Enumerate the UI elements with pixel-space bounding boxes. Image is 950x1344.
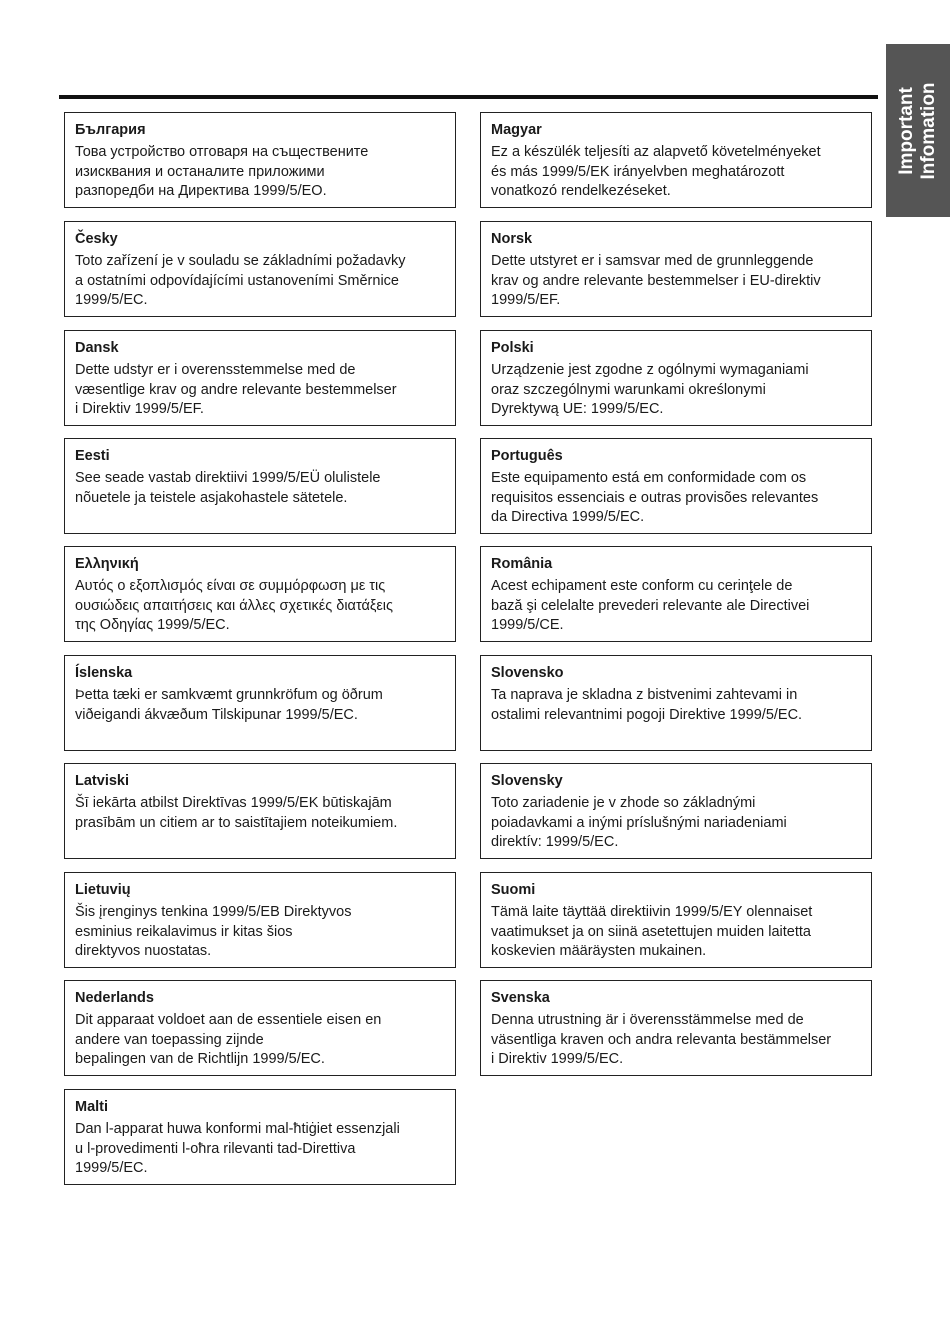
declaration-box-slovak — [480, 763, 872, 859]
language-heading: Nederlands — [75, 990, 154, 1006]
declaration-box-latvian — [64, 763, 456, 859]
language-heading: Latviski — [75, 773, 129, 789]
language-heading: Eesti — [75, 448, 110, 464]
declaration-box-romanian — [480, 546, 872, 642]
declaration-text: Ez a készülék teljesíti az alapvető követelményeket és más 1999/5/EK irányelvben meghatározott vonatkozó rendelkezéseket. — [491, 144, 821, 199]
language-heading: Malti — [75, 1099, 109, 1115]
language-heading: Česky — [75, 231, 118, 247]
section-tab-line-1: Important — [896, 86, 917, 175]
declaration-box-slovenian — [480, 655, 872, 751]
language-heading: Ελληνική — [75, 556, 139, 572]
declaration-text: Dette utstyret er i samsvar med de grunnleggende krav og andre relevante bestemmelser i EU-direktiv 1999/5/EF. — [491, 253, 821, 308]
language-heading: България — [75, 122, 146, 138]
language-heading: Svenska — [491, 990, 550, 1006]
declaration-box-czech — [64, 221, 456, 317]
declaration-text: See seade vastab direktiivi 1999/5/EÜ olulistele nõuetele ja teistele asjakohastele sätetele. — [75, 470, 381, 506]
language-heading: Magyar — [491, 122, 542, 138]
declaration-text: Dit apparaat voldoet aan de essentiele eisen en andere van toepassing zijnde bepalingen van de Richtlijn 1999/5/EC. — [75, 1012, 382, 1067]
language-heading: Lietuvių — [75, 882, 131, 898]
declaration-box-danish — [64, 330, 456, 426]
header-rule — [59, 95, 878, 99]
language-heading: Slovensky — [491, 773, 563, 789]
language-heading: Suomi — [491, 882, 536, 898]
declaration-text: Toto zariadenie je v zhode so základnými poiadavkami a inými príslušnými nariadeniami direktív: 1999/5/EC. — [491, 795, 787, 850]
declaration-box-greek — [64, 546, 456, 642]
declaration-text: Αυτός ο εξοπλισμός είναι σε συμμόρφωση με τις ουσιώδεις απαιτήσεις και άλλες σχετικές διατάξεις της Οδηγίας 1999/5/EC. — [75, 578, 394, 633]
declaration-text: Ta naprava je skladna z bistvenimi zahtevami in ostalimi relevantnimi pogoji Direktive 1999/5/EC. — [491, 687, 803, 723]
language-heading: Norsk — [491, 231, 533, 247]
declaration-text: Þetta tæki er samkvæmt grunnkröfum og öðrum viðeigandi ákvæðum Tilskipunar 1999/5/EC. — [75, 687, 383, 723]
language-heading: Polski — [491, 340, 534, 356]
declaration-box-norwegian — [480, 221, 872, 317]
declaration-box-dutch — [64, 980, 456, 1076]
declaration-box-swedish — [480, 980, 872, 1076]
declaration-text: Denna utrustning är i överensstämmelse med de väsentliga kraven och andra relevanta bestämmelser i Direktiv 1999/5/EC. — [491, 1012, 832, 1067]
declaration-box-maltese — [64, 1089, 456, 1185]
language-heading: Slovensko — [491, 665, 564, 681]
section-tab — [886, 44, 950, 217]
declaration-box-icelandic — [64, 655, 456, 751]
declaration-text: Това устройство отговаря на съществените изисквания и останалите приложими разпоредби на Директива 1999/5/EO. — [75, 144, 369, 199]
section-tab-line-2: Infomation — [918, 81, 939, 180]
declaration-text: Este equipamento está em conformidade com os requisitos essenciais e outras provisões relevantes da Directiva 1999/5/EC. — [491, 470, 819, 525]
language-heading: Português — [491, 448, 563, 464]
declaration-box-bulgarian — [64, 112, 456, 208]
declaration-text: Urządzenie jest zgodne z ogólnymi wymaganiami oraz szczególnymi warunkami określonymi Dyrektywą UE: 1999/5/EC. — [491, 362, 809, 417]
declaration-text: Šī iekārta atbilst Direktīvas 1999/5/EK būtiskajām prasībām un citiem ar to saistītajiem noteikumiem. — [75, 795, 398, 831]
declaration-text: Toto zařízení je v souladu se základními požadavky a ostatními odpovídajícími ustanoveními Směrnice 1999/5/EC. — [75, 253, 406, 308]
declaration-box-hungarian — [480, 112, 872, 208]
declaration-text: Tämä laite täyttää direktiivin 1999/5/EY olennaiset vaatimukset ja on siinä asetettujen muiden laitetta koskevien määräysten mukainen. — [491, 904, 813, 959]
section-tab-label — [896, 82, 940, 179]
declaration-text: Šis įrenginys tenkina 1999/5/EB Direktyvos esminius reikalavimus ir kitas šios direktyvos nuostatas. — [75, 904, 352, 959]
declaration-box-finnish — [480, 872, 872, 968]
declaration-text: Dan l-apparat huwa konformi mal-ħtiġiet essenzjali u l-provedimenti l-oħra rilevanti tad-Direttiva 1999/5/EC. — [75, 1121, 400, 1176]
declaration-box-portuguese — [480, 438, 872, 534]
declaration-text: Acest echipament este conform cu cerinţele de bază şi celelalte prevederi relevante ale Directivei 1999/5/CE. — [491, 578, 810, 633]
declaration-text: Dette udstyr er i overensstemmelse med de væsentlige krav og andre relevante bestemmelser i Direktiv 1999/5/EF. — [75, 362, 397, 417]
declaration-box-polish — [480, 330, 872, 426]
declaration-box-lithuanian — [64, 872, 456, 968]
declaration-box-estonian — [64, 438, 456, 534]
language-heading: România — [491, 556, 553, 572]
language-heading: Íslenska — [75, 665, 133, 681]
language-heading: Dansk — [75, 340, 119, 356]
